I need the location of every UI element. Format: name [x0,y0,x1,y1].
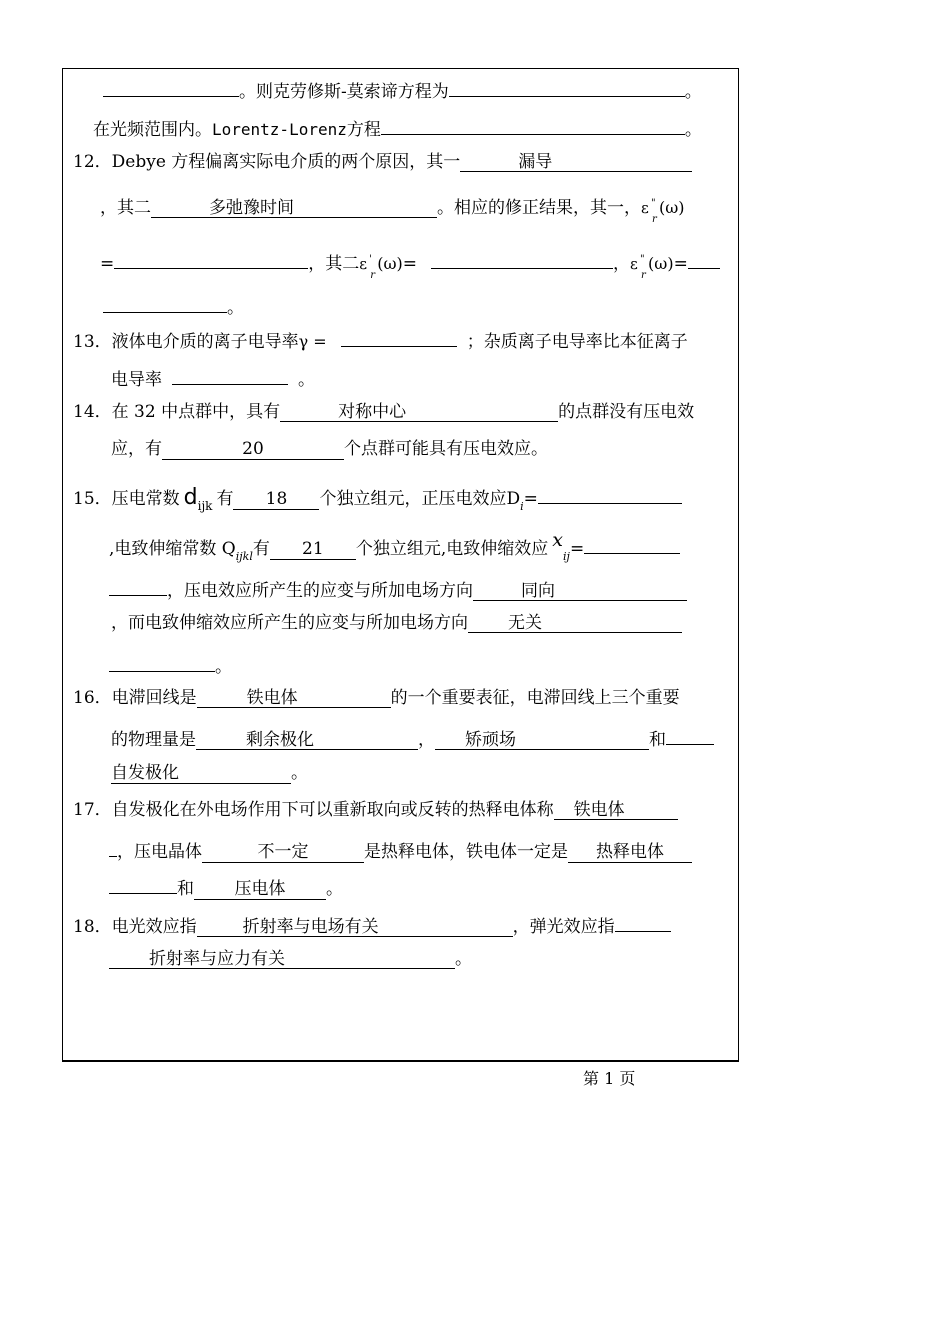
question-number: 13． [73,332,112,352]
text: 和 [649,730,666,750]
blank-1 [103,76,239,97]
text: 液体电介质的离子电导率 [111,332,299,352]
text: Debye 方程偏离实际电介质的两个原因，其一 [111,152,461,172]
answer-blank: 18 [233,489,319,510]
q15-line-3 [109,575,687,602]
answer-blank: 折射率与电场有关 [197,917,513,937]
D-symbol: D [506,489,521,509]
answer-blank: 矫顽场 [435,730,649,750]
text: 。 [684,82,702,102]
q16-line-3 [111,762,308,784]
blank [341,326,457,347]
text: 。相应的修正结果，其一， [437,198,641,218]
q12-line-4 [103,292,244,319]
omega: (ω) [648,254,674,273]
text: 有 [252,539,270,559]
answer-blank: 剩余极化 [196,730,418,750]
blank-3 [381,114,685,135]
text: 的点群没有压电效 [558,402,695,422]
q18-line-2 [109,948,472,970]
page-number: 第 1 页 [583,1069,636,1088]
text: 电光效应指 [111,917,197,937]
text: 。 [455,949,472,969]
text: ， [418,730,435,750]
answer-blank: 多弛豫时间 [151,198,437,218]
text: = [100,254,115,274]
text: 的一个重要表征，电滞回线上三个重要 [390,688,680,708]
text: 在 32 中点群中，具有 [111,402,281,422]
text: ，其二 [308,254,360,274]
text: 。则克劳修斯-莫索谛方程为 [239,82,449,102]
text: 个点群可能具有压电效应。 [344,439,548,459]
text: ，其二 [100,198,151,218]
q15-line-1 [73,483,682,512]
text: 是热释电体，铁电体一定是 [364,842,568,862]
answer-blank: 铁电体 [554,800,678,820]
q13-line-1 [73,326,688,353]
text: 。 [298,370,315,390]
d-symbol: d [183,485,198,510]
text: 和 [177,879,194,899]
text: 。 [227,298,244,318]
subscript: ij [563,550,570,563]
text: 压电常数 [111,489,180,509]
q15-line-2 [109,529,680,563]
q17-line-2 [109,836,692,863]
subscript: ijk [197,499,213,513]
text: 。 [684,120,702,140]
blank [109,836,117,857]
text: 。 [215,657,232,677]
q18-line-1 [73,911,671,938]
answer-blank: 无关 [468,613,682,633]
blank [103,292,227,313]
text: 在光频范围内。 [93,120,212,140]
line-1 [103,76,702,103]
text: 个独立组元，正压电效应 [319,489,507,509]
question-number: 12． [73,152,112,172]
q15-line-5 [109,651,232,678]
question-number: 18． [73,917,112,937]
answer-blank: 铁电体 [197,688,391,708]
omega: (ω) [377,254,403,273]
lorentz-lorenz-text: Lorentz-Lorenz [212,120,347,139]
answer-blank: 20 [162,439,344,460]
text: 自发极化在外电场作用下可以重新取向或反转的热释电体称 [111,800,554,820]
text: 方程 [346,120,381,140]
q15-line-4 [111,612,682,634]
text: 。 [291,763,308,783]
blank [538,483,682,504]
answer-blank: 同向 [473,581,687,601]
text: = [402,254,418,274]
gamma-symbol: γ = [298,332,327,351]
text: 。 [326,879,343,899]
answer-blank: 对称中心 [280,402,558,422]
question-number: 15． [73,489,112,509]
text: = [523,489,538,509]
blank [109,651,215,672]
frame-bottom-rule [62,1060,739,1062]
subscript: ijkl [235,550,253,563]
text: ；杂质离子电导率比本征离子 [466,332,688,352]
text: 个独立组元,电致伸缩效应 [355,539,549,559]
q14-line-1 [73,401,694,423]
text: ,电致伸缩常数 Q [109,539,236,559]
question-number: 17． [73,800,112,820]
answer-blank: 自发极化 [111,763,291,784]
text: ，压电效应所产生的应变与所加电场方向 [167,581,473,601]
epsilon-r-double-prime: ε " r [630,254,646,281]
epsilon-r-double-prime: ε " r [641,198,657,225]
blank [666,724,714,745]
text: ，压电晶体 [117,842,202,862]
question-number: 16． [73,688,112,708]
blank [172,364,288,385]
text: 应，有 [111,439,162,459]
answer-blank: 漏导 [460,152,692,172]
q12-line-1 [73,151,692,173]
blank [615,911,671,932]
blank [114,248,308,269]
q16-line-2 [111,724,714,751]
q17-line-1 [73,799,678,821]
x-symbol: x [552,529,563,551]
q14-line-2 [111,438,548,460]
answer-blank: 压电体 [194,879,326,900]
text: 电导率 [111,370,162,390]
text: 有 [216,489,234,509]
omega: (ω) [659,198,685,217]
q12-line-3 [100,248,720,281]
text: ，而电致伸缩效应所产生的应变与所加电场方向 [111,613,468,633]
text: 电滞回线是 [111,688,197,708]
text: 的物理量是 [111,730,196,750]
text: ，弹光效应指 [512,917,615,937]
answer-blank: 21 [270,539,356,560]
q13-line-2 [111,364,315,391]
blank-2 [449,76,685,97]
q16-line-1 [73,687,680,709]
blank [109,873,177,894]
text: = [569,539,585,559]
blank [584,533,680,554]
subscript: i [520,500,524,513]
text: ， [613,254,631,274]
q17-line-3 [109,873,343,900]
blank [688,248,720,269]
blank [109,575,167,596]
text: = [673,254,688,274]
q12-line-2 [100,197,685,225]
answer-blank: 热释电体 [568,842,692,863]
epsilon-r-prime: ε ' r [359,254,376,281]
question-number: 14． [73,402,112,422]
blank [431,248,613,269]
answer-blank: 折射率与应力有关 [109,949,455,969]
line-2 [93,114,702,141]
answer-blank: 不一定 [202,842,364,863]
